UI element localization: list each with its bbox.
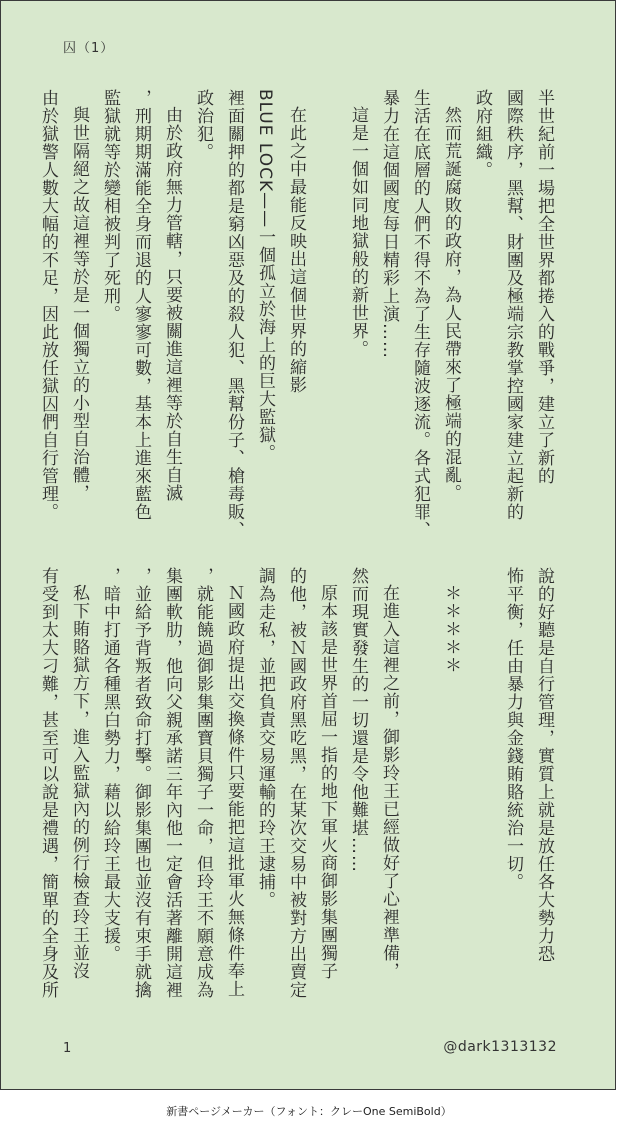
text-column: 在進入這裡之前，御影玲王已經做好了心裡準備， [379,584,399,980]
text-column: 私下賄賂獄方下，進入監獄內的例行檢查玲王並沒 [69,584,89,980]
text-column [466,567,497,1007]
lower-text-block [32,567,559,1007]
text-column: 然而荒誕腐敗的政府，為人民帶來了極端的混亂。 [441,106,461,502]
footer-credit: 新書ページメーカー（フォント：クレーOne SemiBold） [166,1105,452,1118]
text-column: 監獄就等於變相被判了死刑。 [100,89,120,323]
text-column: 政府組織。 [472,89,492,179]
text-column: 生活在底層的人們不得不為了生存隨波逐流。各式犯罪、 [410,89,430,539]
text-column [404,567,435,1007]
text-column: ，就能饒過御影集團寶貝獨子一命，但玲王不願意成為 [193,567,213,999]
text-column: 由於獄警人數大幅的不足，因此放任獄囚們自行管理。 [38,89,58,521]
upper-text-block [32,89,559,539]
chapter-title: 囚（1） [63,41,115,56]
text-column: 裡面關押的都是窮凶惡及的殺人犯、黑幫份子、槍毒販、 [224,89,244,539]
text-column: 這是一個如同地獄般的新世界。 [348,106,368,358]
text-column: BLUE LOCK——一個孤立於海上的巨大監獄。 [255,89,275,463]
text-column: 政治犯。 [193,89,213,161]
text-column: 的他，被Ｎ國政府黑吃黑，在某次交易中被對方出賣定 [286,567,306,999]
text-column: 集團軟肋，他向父親承諾三年內他一定會活著離開這裡 [162,567,182,999]
text-column: 半世紀前一場把全世界都捲入的戰爭，建立了新的 [534,89,554,485]
text-column: 然而現實發生的一切還是令他難堪…… [348,567,368,873]
text-column: 原本該是世界首屈一指的地下軍火商御影集團獨子 [317,584,337,980]
text-column: 由於政府無力管轄，只要被關進這裡等於自生自滅 [162,106,182,502]
page-number: 1 [63,1041,72,1056]
author-handle: @dark1313132 [443,1039,557,1055]
text-column: 調為走私，並把負責交易運輸的玲王逮捕。 [255,567,275,909]
text-column: ，刑期期滿能全身而退的人寥寥可數，基本上進來藍色 [131,89,151,521]
text-column: 怖平衡，任由暴力與金錢賄賂統治一切。 [503,567,523,891]
text-column: 有受到太大刁難，甚至可以說是禮遇，簡單的全身及所 [38,567,58,999]
text-column: 在此之中最能反映出這個世界的縮影 [286,106,306,394]
text-column: ，並給予背叛者致命打擊。御影集團也並沒有束手就擒 [131,567,151,999]
text-column: ＊＊＊＊＊ [441,584,461,674]
text-column: Ｎ國政府提出交換條件只要能把這批軍火無條件奉上 [224,584,244,998]
text-column: 暴力在這個國度每日精彩上演…… [379,89,399,359]
text-column: 國際秩序，黑幫、財團及極端宗教掌控國家建立起新的 [503,89,523,521]
text-column [311,89,342,529]
text-column: ，暗中打通各種黑白勢力，藉以給玲王最大支援。 [100,567,120,963]
text-column: 與世隔絕之故這裡等於是一個獨立的小型自治體， [69,106,89,502]
text-column: 說的好聽是自行管理，實質上就是放任各大勢力恐 [534,567,554,963]
